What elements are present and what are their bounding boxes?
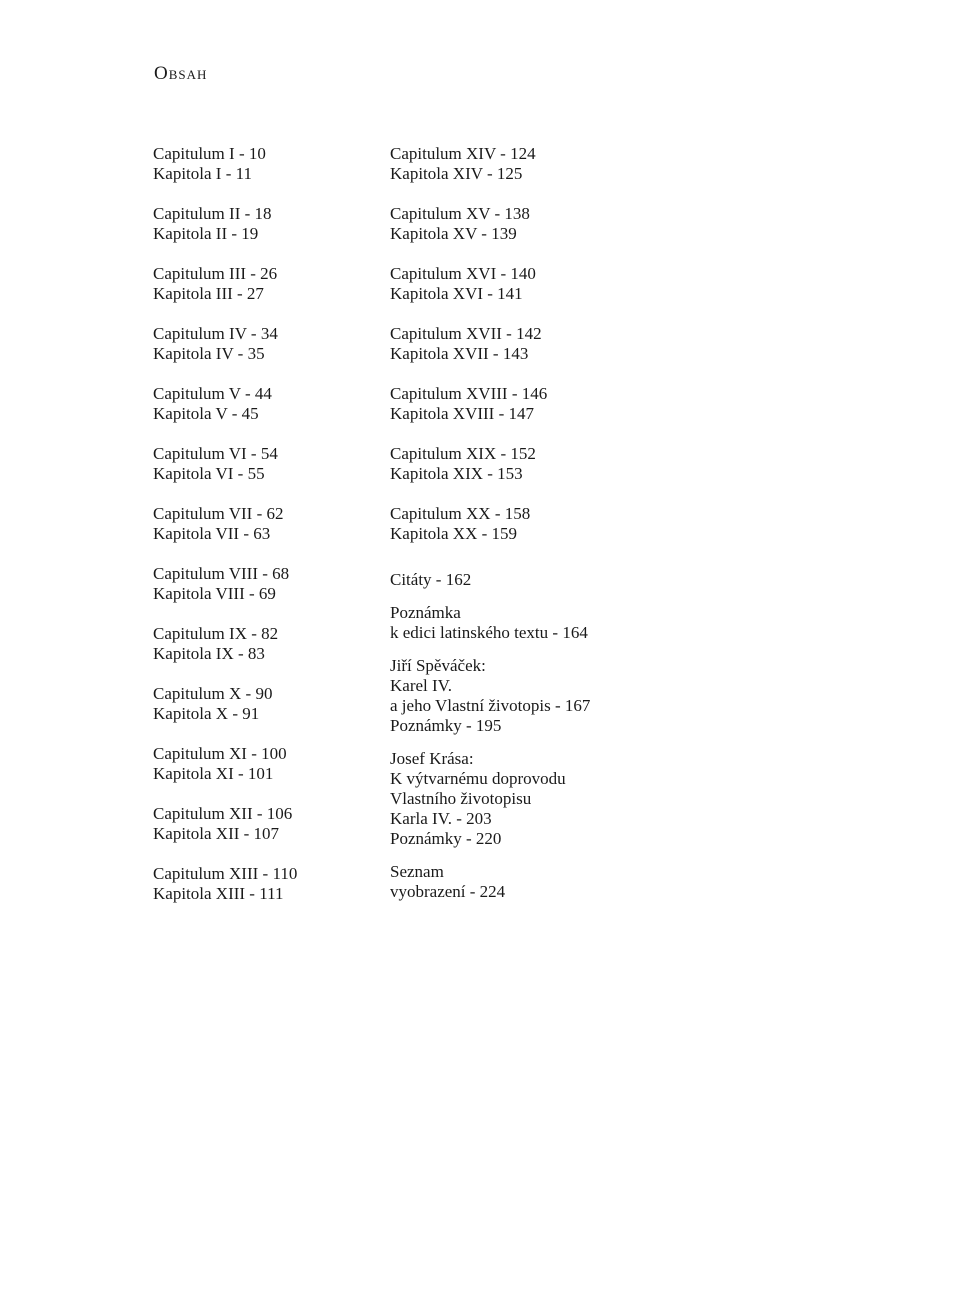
toc-latin-chapter[interactable]: Capitulum XVI - 140 [390,264,536,283]
toc-latin-chapter[interactable]: Capitulum XV - 138 [390,204,530,223]
toc-czech-chapter[interactable]: Kapitola I - 11 [153,164,252,183]
toc-entry [153,384,373,444]
toc-entry [390,444,650,504]
toc-latin-chapter[interactable]: Capitulum I - 10 [153,144,266,163]
toc-extra-line[interactable]: Poznámky - 220 [390,829,502,848]
toc-extra-line: Karel IV. [390,676,452,695]
toc-czech-chapter[interactable]: Kapitola IX - 83 [153,644,265,663]
toc-czech-chapter[interactable]: Kapitola VI - 55 [153,464,265,483]
toc-latin-chapter[interactable]: Capitulum II - 18 [153,204,272,223]
toc-czech-chapter[interactable]: Kapitola XI - 101 [153,764,274,783]
toc-extra-author: Josef Krása: [390,749,474,768]
toc-latin-chapter[interactable]: Capitulum XVII - 142 [390,324,542,343]
toc-latin-chapter[interactable]: Capitulum XI - 100 [153,744,287,763]
toc-extra-line: K výtvarnému doprovodu [390,769,566,788]
toc-entry [153,444,373,504]
toc-entry [390,504,650,564]
toc-czech-chapter[interactable]: Kapitola XV - 139 [390,224,517,243]
toc-latin-chapter[interactable]: Capitulum VIII - 68 [153,564,290,583]
toc-entry [390,324,650,384]
toc-latin-chapter[interactable]: Capitulum VI - 54 [153,444,278,463]
toc-entry [153,264,373,324]
toc-czech-chapter[interactable]: Kapitola VIII - 69 [153,584,276,603]
toc-czech-chapter[interactable]: Kapitola II - 19 [153,224,259,243]
toc-entry [153,324,373,384]
toc-entry [390,144,650,204]
toc-extra-line[interactable]: Poznámky - 195 [390,716,502,735]
toc-czech-chapter[interactable]: Kapitola VII - 63 [153,524,271,543]
toc-left-column [153,144,373,924]
toc-entry [153,204,373,264]
toc-czech-chapter[interactable]: Kapitola XIV - 125 [390,164,523,183]
toc-entry [153,804,373,864]
toc-extra-line[interactable]: a jeho Vlastní životopis - 167 [390,696,591,715]
toc-extra-line: Poznámka [390,603,461,622]
toc-latin-chapter[interactable]: Capitulum XX - 158 [390,504,531,523]
toc-latin-chapter[interactable]: Capitulum XII - 106 [153,804,293,823]
toc-czech-chapter[interactable]: Kapitola XVIII - 147 [390,404,534,423]
page-title: Obsah [154,63,208,84]
toc-latin-chapter[interactable]: Capitulum VII - 62 [153,504,284,523]
toc-entry [153,684,373,744]
toc-latin-chapter[interactable]: Capitulum X - 90 [153,684,273,703]
toc-latin-chapter[interactable]: Capitulum XIX - 152 [390,444,536,463]
toc-entry [153,624,373,684]
toc-extra-poznamka [390,603,650,643]
toc-extra-author: Jiří Spěváček: [390,656,486,675]
toc-czech-chapter[interactable]: Kapitola XIX - 153 [390,464,523,483]
toc-czech-chapter[interactable]: Kapitola IV - 35 [153,344,265,363]
toc-latin-chapter[interactable]: Capitulum XIV - 124 [390,144,536,163]
toc-latin-chapter[interactable]: Capitulum V - 44 [153,384,272,403]
toc-right-column [390,144,650,902]
toc-czech-chapter[interactable]: Kapitola XIII - 111 [153,884,284,903]
toc-latin-chapter[interactable]: Capitulum IX - 82 [153,624,279,643]
toc-czech-chapter[interactable]: Kapitola XVII - 143 [390,344,529,363]
toc-entry [153,864,373,924]
toc-latin-chapter[interactable]: Capitulum XVIII - 146 [390,384,548,403]
toc-extra-spevacek [390,656,650,736]
toc-entry [153,564,373,624]
toc-entry [390,264,650,324]
toc-extra-line[interactable]: k edici latinského textu - 164 [390,623,588,642]
toc-czech-chapter[interactable]: Kapitola XII - 107 [153,824,280,843]
toc-extra-line[interactable]: Citáty - 162 [390,570,472,589]
toc-entry [390,384,650,444]
toc-czech-chapter[interactable]: Kapitola XVI - 141 [390,284,523,303]
toc-czech-chapter[interactable]: Kapitola XX - 159 [390,524,518,543]
toc-extra-line: Seznam [390,862,444,881]
toc-czech-chapter[interactable]: Kapitola X - 91 [153,704,260,723]
toc-extra-citaty [390,570,650,590]
toc-latin-chapter[interactable]: Capitulum III - 26 [153,264,278,283]
toc-latin-chapter[interactable]: Capitulum XIII - 110 [153,864,298,883]
toc-latin-chapter[interactable]: Capitulum IV - 34 [153,324,278,343]
toc-extra-krasa [390,749,650,849]
toc-czech-chapter[interactable]: Kapitola V - 45 [153,404,259,423]
toc-entry [153,504,373,564]
toc-extra-line[interactable]: vyobrazení - 224 [390,882,506,901]
toc-extra-seznam [390,862,650,902]
toc-entry [390,204,650,264]
toc-extra-line[interactable]: Karla IV. - 203 [390,809,492,828]
toc-czech-chapter[interactable]: Kapitola III - 27 [153,284,264,303]
toc-extra-line: Vlastního životopisu [390,789,532,808]
toc-entry [153,144,373,204]
toc-entry [153,744,373,804]
